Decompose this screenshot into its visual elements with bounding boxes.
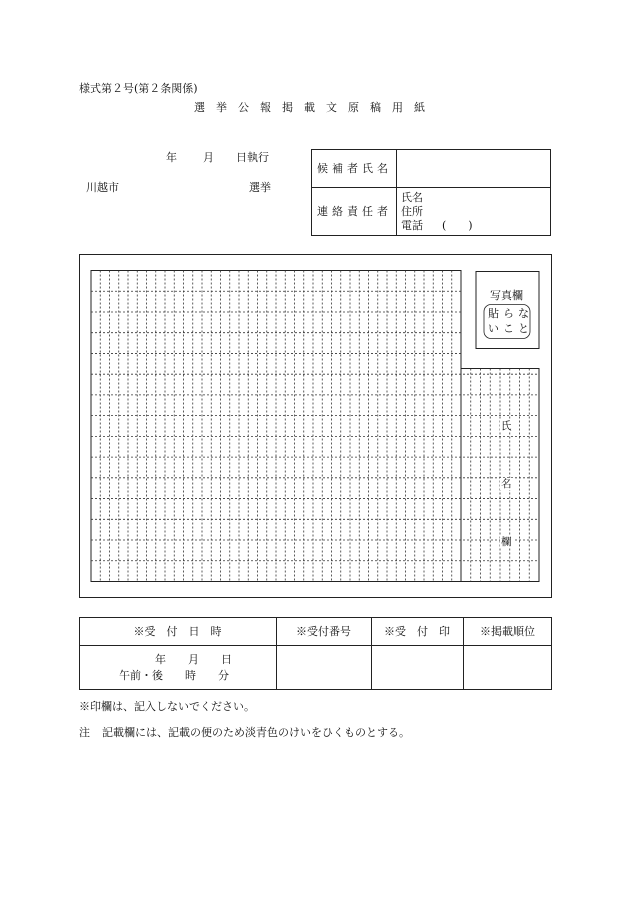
receipt-time-line: 午前・後 時 分 xyxy=(119,669,229,682)
name-column-char-1: 氏 xyxy=(501,420,512,432)
election-day-label: 日執行 xyxy=(236,151,269,164)
note-text: 記載欄には、記載の便のため淡青色のけいをひくものとする。 xyxy=(102,726,410,739)
election-month-label: 月 xyxy=(203,151,214,164)
contact-phone-parens: ( ) xyxy=(442,219,473,232)
receipt-number-header: ※受付番号 xyxy=(296,625,351,638)
name-column-char-2: 名 xyxy=(501,478,512,490)
contact-phone-label: 電話 xyxy=(401,219,423,232)
publication-order-header: ※掲載順位 xyxy=(480,625,535,638)
note-prefix: 注 xyxy=(79,726,90,739)
contact-address-label: 住所 xyxy=(401,205,423,218)
contact-person-label: 連絡責任者 xyxy=(317,205,392,218)
receipt-table-divider xyxy=(79,645,552,646)
form-number: 様式第２号(第２条関係) xyxy=(79,82,198,95)
note-asterisk: ※印欄は、記入しないでください。 xyxy=(79,700,255,713)
photo-box-note-1: 貼らな xyxy=(488,307,533,320)
election-year-label: 年 xyxy=(166,151,177,164)
election-label: 選挙 xyxy=(249,181,271,194)
contact-name-label: 氏名 xyxy=(401,191,423,204)
receipt-datetime-header: ※受 付 日 時 xyxy=(133,625,222,638)
name-column-char-3: 欄 xyxy=(501,536,512,548)
photo-box-note-2: いこと xyxy=(488,322,533,335)
receipt-stamp-header: ※受 付 印 xyxy=(384,625,450,638)
form-title: 選挙公報掲載文原稿用紙 xyxy=(194,101,436,114)
receipt-date-line: 年 月 日 xyxy=(155,653,232,666)
photo-box-title: 写真欄 xyxy=(490,289,523,302)
city-name: 川越市 xyxy=(86,181,119,194)
candidate-name-label: 候補者氏名 xyxy=(317,162,392,175)
